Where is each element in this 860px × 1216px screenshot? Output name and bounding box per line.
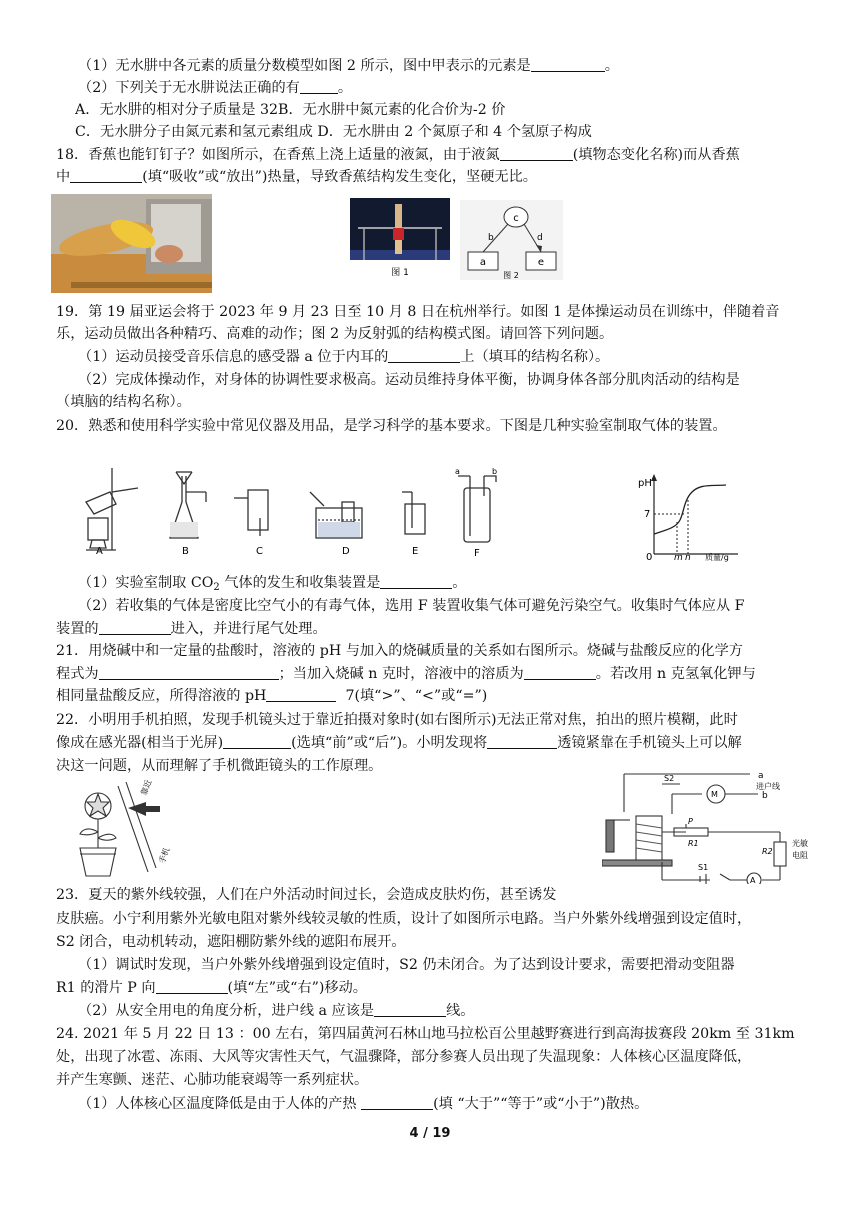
q24-line1: 24. 2021 年 5 月 22 日 13 ：00 左右，第四届黄河石林山地马拉松百公里越野赛进行到高海拔赛段 20km 至 31km: [56, 1026, 795, 1042]
node-b: b: [488, 233, 494, 243]
x-axis-label: 质量/g: [705, 553, 729, 562]
node-c: c: [513, 213, 519, 224]
gas-apparatus-diagram: [72, 462, 512, 558]
ldr-label-1: 光敏: [792, 839, 808, 848]
phone-label: 手机: [157, 846, 172, 865]
line-label: 进户线: [756, 782, 780, 791]
answer-blank[interactable]: [388, 347, 460, 363]
terminal-b: b: [762, 791, 768, 801]
label-b: B: [182, 546, 189, 557]
q21-line2: 程式为 ；当加入烧碱 n 克时，溶液中的溶质为 。若改用 n 克氢氧化钾与: [56, 666, 756, 682]
answer-blank[interactable]: [531, 56, 605, 72]
q17-options-cd: C．无水肼分子由氮元素和氢元素组成 D．无水肼由 2 个氮原子和 4 个氢原子构成: [75, 124, 592, 140]
q20-line1: 20．熟悉和使用科学实验中常见仪器及用品，是学习科学的基本要求。下图是几种实验室制取气体的装置。: [56, 418, 727, 434]
q18-line2: 中 (填“吸收”或“放出”)热量，导致香蕉结构发生变化，坚硬无比。: [56, 169, 537, 185]
answer-blank[interactable]: [99, 664, 279, 680]
r2-label: R2: [762, 847, 773, 856]
answer-blank[interactable]: [524, 664, 596, 680]
answer-blank[interactable]: [380, 573, 452, 589]
q24-part1: （1）人体核心区温度降低是由于人体的产热 (填 “大于”“等于”或“小于”)散热。: [78, 1096, 649, 1112]
ph-curve: [654, 485, 726, 534]
answer-blank[interactable]: [500, 145, 573, 161]
arrow-label: 靠近: [139, 778, 154, 797]
q20-part1: （1）实验室制取 $CO_2$ 气体的发生和收集装置是 。: [78, 575, 467, 593]
q17-part2: （2）下列关于无水肼说法正确的有 。: [78, 80, 353, 96]
switch-s1-label: S1: [698, 863, 709, 872]
ldr-label-2: 电阻: [792, 851, 808, 860]
q17-part1: （1）无水肼中各元素的质量分数模型如图 2 所示，图中甲表示的元素是 。: [78, 58, 619, 74]
y-tick-7: 7: [644, 509, 651, 520]
q22-line1: 22．小明用手机拍照，发现手机镜头过于靠近拍摄对象时(如右图所示)无法正常对焦，拍出的照片模糊，此时: [56, 712, 738, 728]
answer-blank[interactable]: [156, 978, 228, 994]
q23-part2: （2）从安全用电的角度分析，进户线 a 应该是 线。: [78, 1003, 475, 1019]
label-d: D: [342, 546, 350, 557]
answer-blank[interactable]: [300, 78, 338, 94]
fig2-caption: 图 2: [503, 271, 519, 280]
q19-part1: （1）运动员接受音乐信息的感受器 a 位于内耳的 上（填耳的结构名称）。: [78, 349, 610, 365]
switch-s2-label: S2: [664, 774, 675, 783]
label-f: F: [474, 548, 480, 558]
terminal-a: a: [758, 771, 764, 781]
q19-line2: 乐，运动员做出各种精巧、高难的动作；图 2 为反射弧的结构模式图。请回答下列问题。: [56, 326, 614, 342]
q23-part1: （1）调试时发现，当户外紫外线增强到设定值时，S2 仍未闭合。为了达到设计要求，需要把滑动变阻器: [78, 957, 735, 973]
y-axis-arrow: [651, 474, 657, 481]
q21-line1: 21．用烧碱中和一定量的盐酸时，溶液的 pH 与加入的烧碱质量的关系如右图所示。烧碱与盐酸反应的化学方: [56, 643, 743, 659]
q19-part2a: （2）完成体操动作，对身体的协调性要求极高。运动员维持身体平衡，协调身体各部分肌肉活动的结构是: [78, 372, 740, 388]
answer-blank[interactable]: [374, 1001, 446, 1017]
ph-chart: [626, 470, 752, 562]
label-fb: b: [492, 467, 498, 476]
page-number: 4 / 19: [409, 1126, 451, 1141]
motor-label: M: [711, 790, 718, 799]
x-tick-0: 0: [646, 552, 653, 562]
reflex-arc-diagram: [460, 200, 563, 280]
q22-line2: 像成在感光器(相当于光屏) (选填“前”或“后”)。小明发现将 透镜紧靠在手机镜头上可以解: [56, 735, 742, 751]
answer-blank[interactable]: [487, 733, 557, 749]
q18-line1: 18．香蕉也能钉钉子？如图所示，在香蕉上浇上适量的液氮，由于液氮 (填物态变化名称)而从香蕉: [56, 147, 740, 163]
ammeter-label: A: [750, 876, 756, 884]
slider-p-label: P: [688, 817, 693, 826]
q21-line3: 相同量盐酸反应，所得溶液的 pH 7(填“>”、“<”或“=”): [56, 688, 488, 704]
q24-line2: 处，出现了冰雹、冻雨、大风等灾害性天气，气温骤降，部分参赛人员出现了失温现象：人体核心区温度降低，: [56, 1049, 752, 1065]
label-e: E: [412, 546, 419, 557]
fig1-caption: 图 1: [391, 268, 409, 278]
answer-blank[interactable]: [70, 167, 142, 183]
q23-line1: 23．夏天的紫外线较强，人们在户外活动时间过长，会造成皮肤灼伤，甚至诱发: [56, 887, 557, 903]
r1-label: R1: [688, 839, 699, 848]
q20-part2b: 装置的 进入，并进行尾气处理。: [56, 621, 327, 637]
label-c: C: [256, 546, 263, 557]
q23-part1b: R1 的滑片 P 向 (填“左”或“右”)移动。: [56, 980, 367, 996]
answer-blank[interactable]: [99, 619, 171, 635]
banana-nail-photo: [51, 194, 212, 293]
node-e: e: [537, 257, 545, 268]
x-tick-n: n: [685, 553, 691, 562]
label-fa: a: [455, 467, 460, 476]
q24-line3: 并产生寒颤、迷茫、心肺功能衰竭等一系列症状。: [56, 1072, 369, 1088]
q20-part2: （2）若收集的气体是密度比空气小的有毒气体，选用 F 装置收集气体可避免污染空气。收集时气体应从 F: [78, 598, 745, 614]
q17-options-ab: A．无水肼的相对分子质量是 32B．无水肼中氮元素的化合价为-2 价: [75, 102, 506, 118]
node-a: a: [479, 257, 487, 268]
flower-phone-figure: [68, 772, 188, 884]
node-d: d: [537, 233, 543, 243]
gymnast-photo: [350, 198, 450, 278]
uv-circuit-diagram: [602, 766, 830, 884]
x-tick-m: m: [674, 553, 683, 562]
answer-blank[interactable]: [361, 1094, 433, 1110]
answer-blank[interactable]: [266, 686, 336, 702]
q19-line1: 19．第 19 届亚运会将于 2023 年 9 月 23 日至 10 月 8 日在杭州举行。如图 1 是体操运动员在训练中，伴随着音: [56, 304, 780, 320]
q19-part2b: （填脑的结构名称）。: [56, 394, 191, 410]
label-a: A: [96, 546, 103, 557]
q23-line2: 皮肤癌。小宁利用紫外光敏电阻对紫外线较灵敏的性质，设计了如图所示电路。当户外紫外线增强到设定值时，: [56, 911, 752, 927]
q23-line3: S2 闭合，电动机转动，遮阳棚防紫外线的遮阳布展开。: [56, 934, 406, 950]
q22-line3: 决这一问题，从而理解了手机微距镜头的工作原理。: [56, 758, 383, 774]
answer-blank[interactable]: [223, 733, 291, 749]
y-axis-label: pH: [638, 478, 652, 489]
